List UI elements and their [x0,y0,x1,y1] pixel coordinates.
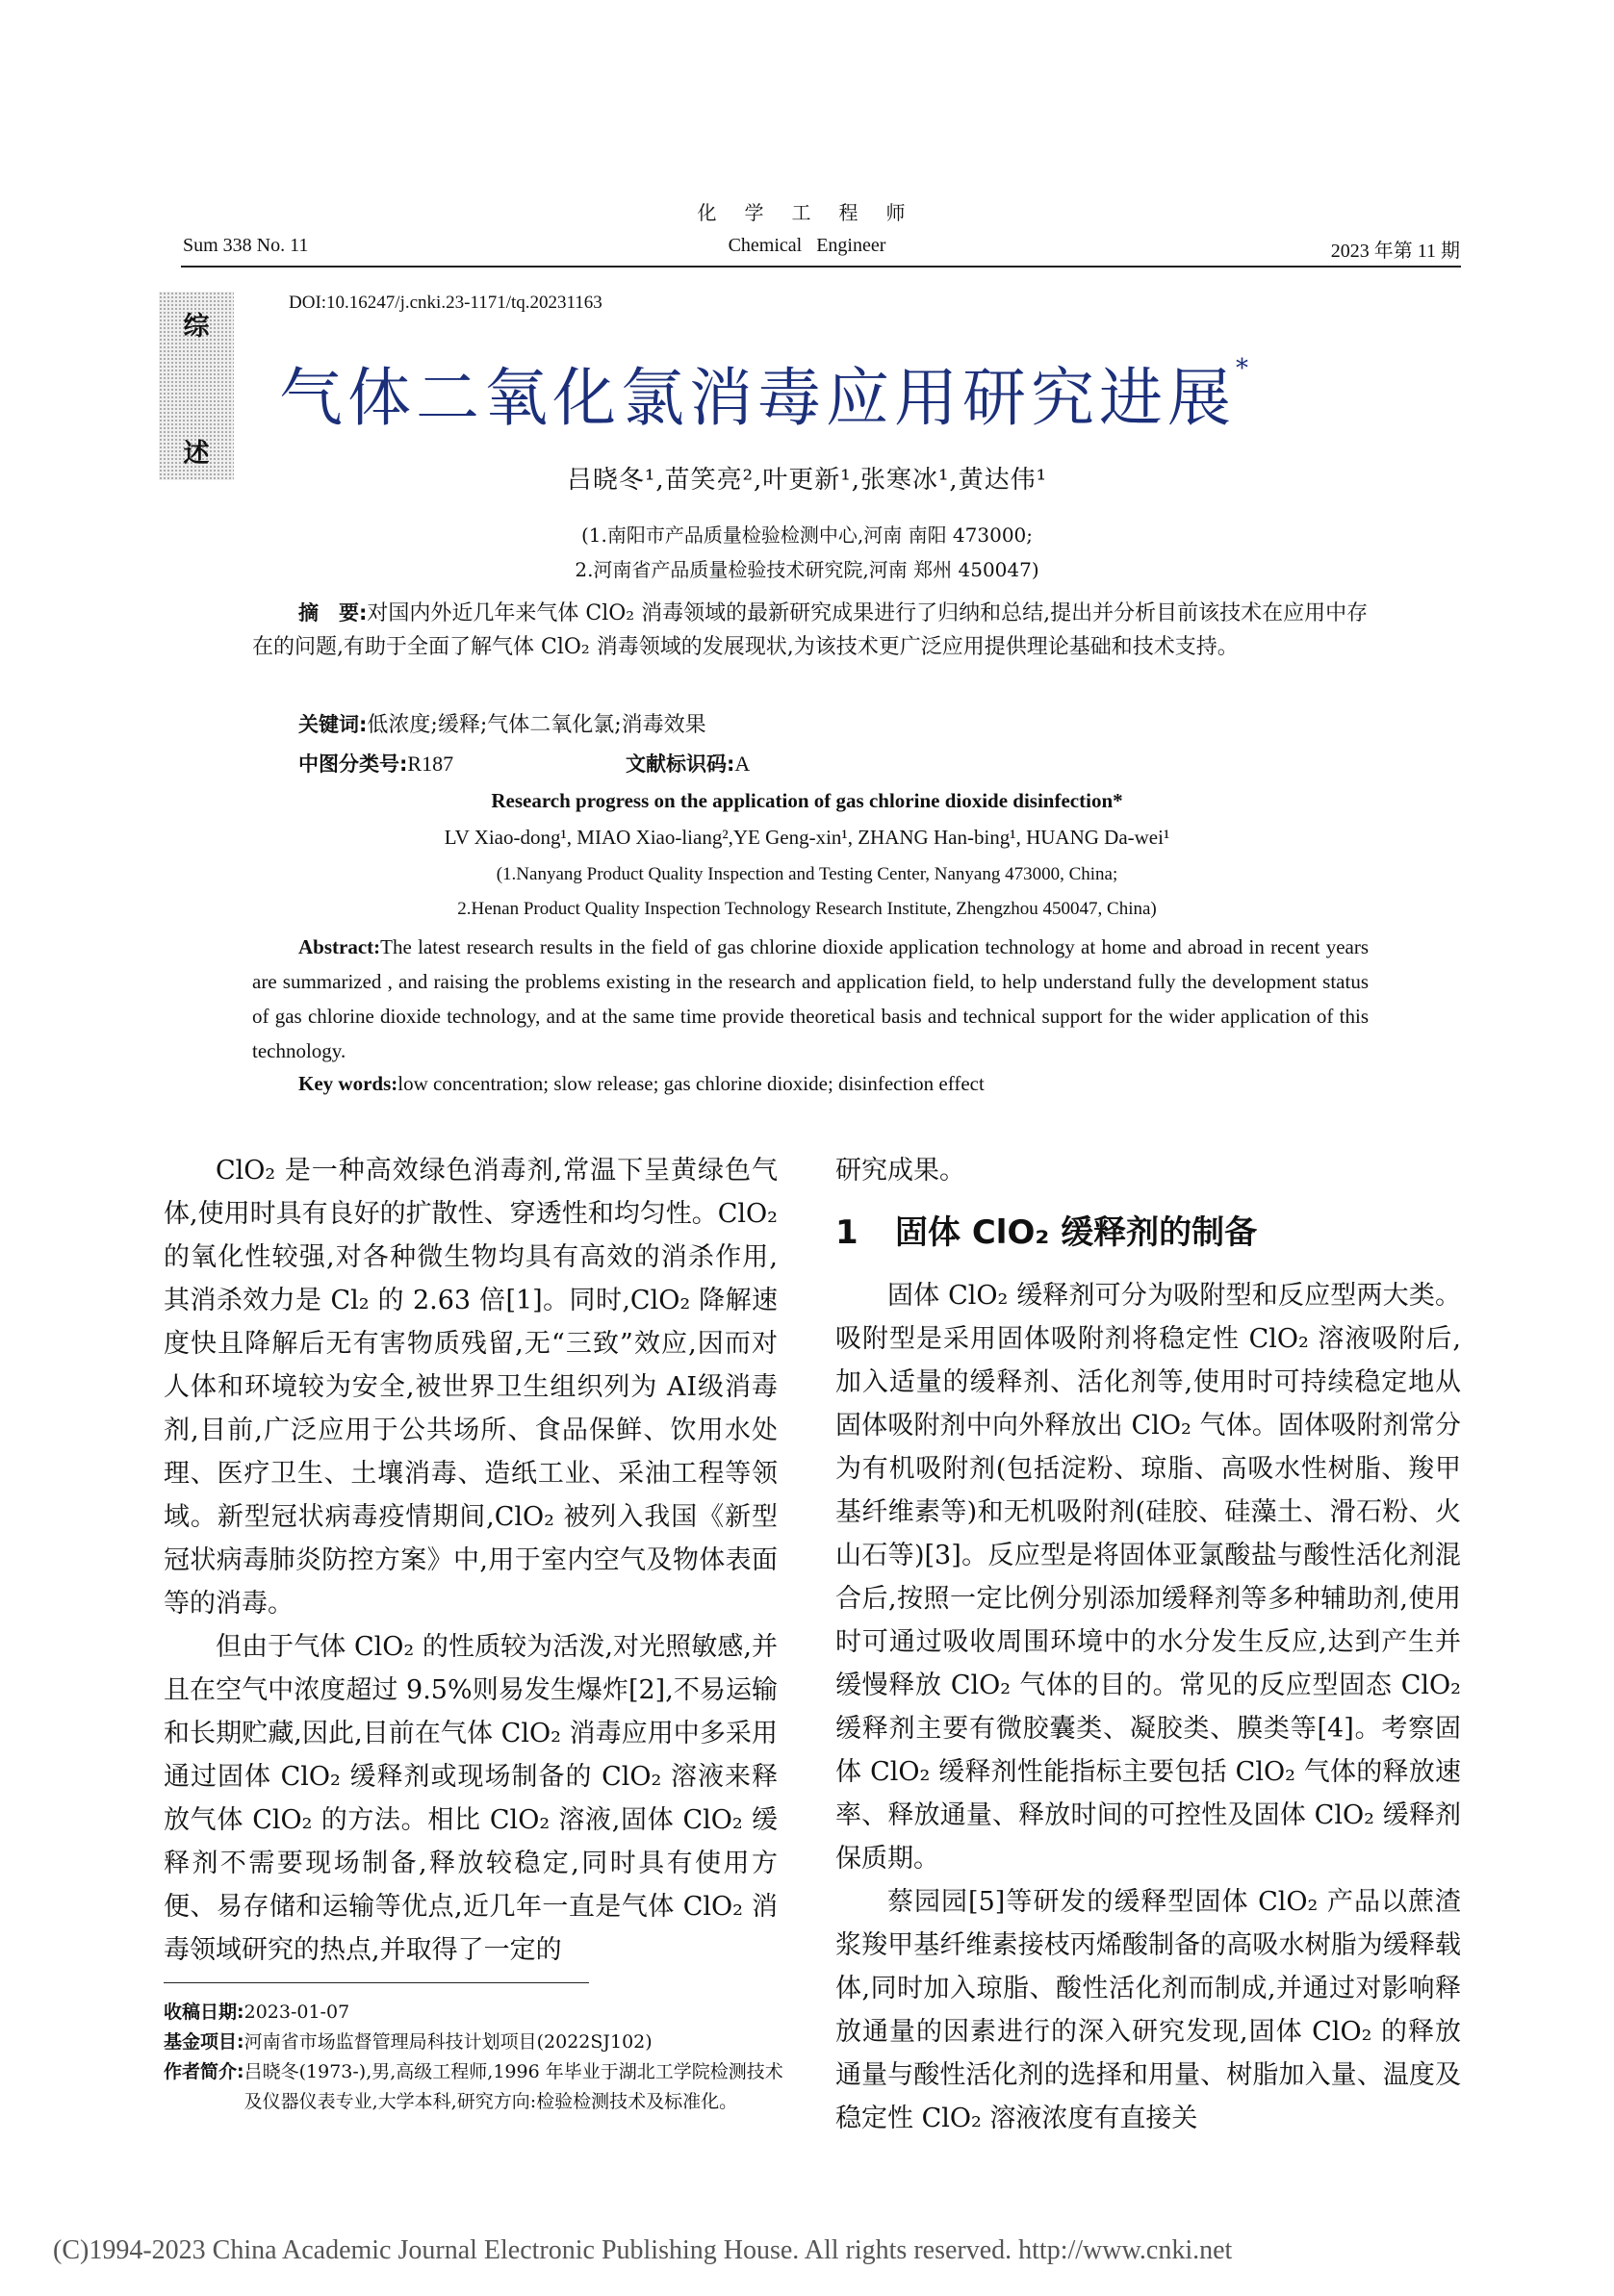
keywords-en [298,1072,985,1096]
affiliation-2: 2.河南省产品质量检验技术研究院,河南 郑州 450047) [575,558,1039,581]
footnote-funding [164,2028,794,2057]
footnote-text: 2023-01-07 [243,2002,350,2023]
footnotes [164,1998,794,2117]
classification-value: R187 [407,752,454,776]
journal-name-en: Chemical Engineer [728,235,886,256]
body-paragraph-continuation: 研究成果。 [835,1156,965,1186]
abstract-en-text: The latest research results in the field of gas chlorine dioxide application technology at home and abroad in recent years are summarized , and raising the problems existing in the research and application field, to help understand fully the development status of gas chlorine dioxide technology, and at the same time provide theoretical basis and technical support for the wider application of this technology. [252,935,1369,1062]
footnote-rule [164,1982,589,1983]
abstract-cn-label: 摘 要: [298,601,368,625]
column-tag-top: 综 [183,312,210,342]
footnote-label: 收稿日期: [164,2002,244,2023]
abstract-en-label: Abstract: [298,935,381,958]
article-title [279,346,1253,438]
copyright-line: (C)1994-2023 China Academic Journal Electronic Publishing House. All rights reserved. http://www.cnki.net [53,2235,1233,2265]
english-affiliation-1: (1.Nanyang Product Quality Inspection and Testing Center, Nanyang 473000, China; [496,864,1118,884]
english-affiliation-2: 2.Henan Product Quality Inspection Technology Research Institute, Zhengzhou 450047, China) [457,899,1157,919]
classification-number [298,749,453,778]
article-title-text: 气体二氧化氯消毒应用研究进展 [279,361,1236,435]
title-footnote-mark: * [1236,354,1253,383]
keywords-cn [298,708,706,738]
section-title: 固体 ClO₂ 缓释剂的制备 [895,1213,1258,1252]
abstract-cn-text: 对国内外近几年来气体 ClO₂ 消毒领域的最新研究成果进行了归纳和总结,提出并分析目前该技术在应用中存在的问题,有助于全面了解气体 ClO₂ 消毒领域的发展现状,为该技术更广泛应用提供理论基础和技术支持。 [252,601,1369,659]
footnote-text: 河南省市场监督管理局科技计划项目(2022SJ102) [243,2031,653,2053]
column-tag [159,292,234,480]
column-tag-bottom: 述 [183,439,210,469]
document-code [626,749,750,778]
keywords-en-text: low concentration; slow release; gas chlorine dioxide; disinfection effect [397,1072,985,1095]
body-left-column [164,1149,778,1972]
body-paragraph: ClO₂ 是一种高效绿色消毒剂,常温下呈黄绿色气体,使用时具有良好的扩散性、穿透性和均匀性。ClO₂ 的氧化性较强,对各种微生物均具有高效的消杀作用,其消杀效力是 Cl₂ 的 2.63 倍[1]。同时,ClO₂ 降解速度快且降解后无有害物质残留,无“三致”效应,因而对人体和环境较为安全,被世界卫生组织列为 AⅠ级消毒剂,目前,广泛应用于公共场所、食品保鲜、饮用水处理、医疗卫生、土壤消毒、造纸工业、采油工程等领域。新型冠状病毒疫情期间,ClO₂ 被列入我国《新型冠状病毒肺炎防控方案》中,用于室内空气及物体表面等的消毒。 [164,1156,778,1619]
document-code-value: A [734,752,751,776]
abstract-cn [252,597,1369,664]
body-paragraph: 但由于气体 ClO₂ 的性质较为活泼,对光照敏感,并且在空气中浓度超过 9.5%则易发生爆炸[2],不易运输和长期贮藏,因此,目前在气体 ClO₂ 消毒应用中多采用通过固体 ClO₂ 缓释剂或现场制备的 ClO₂ 溶液来释放气体 ClO₂ 的方法。相比 ClO₂ 溶液,固体 ClO₂ 缓释剂不需要现场制备,释放较稳定,同时具有使用方便、易存储和运输等优点,近几年一直是气体 ClO₂ 消毒领域研究的热点,并取得了一定的 [164,1632,778,1965]
keywords-cn-label: 关键词: [298,713,368,736]
affiliation-1: (1.南阳市产品质量检验检测中心,河南 南阳 473000; [580,523,1034,547]
keywords-en-label: Key words: [298,1072,398,1095]
header-rule [181,266,1461,268]
section-heading [835,1212,1461,1255]
footnote-label: 作者简介: [164,2061,244,2082]
english-title: Research progress on the application of gas chlorine dioxide disinfection* [491,789,1123,812]
doi: DOI:10.16247/j.cnki.23-1171/tq.20231163 [289,293,602,313]
footnote-author-bio [164,2057,794,2117]
authors: 吕晓冬¹,苗笑亮²,叶更新¹,张寒冰¹,黄达伟¹ [566,466,1048,495]
classification-label: 中图分类号: [298,753,408,776]
footnote-label: 基金项目: [164,2031,244,2053]
document-code-label: 文献标识码: [626,753,735,776]
footnote-text: 吕晓冬(1973-),男,高级工程师,1996 年毕业于湖北工学院检测技术及仪器仪表专业,大学本科,研究方向:检验检测技术及标准化。 [243,2061,783,2112]
journal-name-cn: 化 学 工 程 师 [697,203,917,224]
footnote-received [164,1998,794,2028]
body-right-column [835,1149,1461,2140]
body-paragraph: 固体 ClO₂ 缓释剂可分为吸附型和反应型两大类。吸附型是采用固体吸附剂将稳定性 ClO₂ 溶液吸附后,加入适量的缓释剂、活化剂等,使用时可持续稳定地从固体吸附剂中向外释放出 ClO₂ 气体。固体吸附剂常分为有机吸附剂(包括淀粉、琼脂、高吸水性树脂、羧甲基纤维素等)和无机吸附剂(硅胶、硅藻土、滑石粉、火山石等)[3]。反应型是将固体亚氯酸盐与酸性活化剂混合后,按照一定比例分别添加缓释剂等多种辅助剂,使用时可通过吸收周围环境中的水分发生反应,达到产生并缓慢释放 ClO₂ 气体的目的。常见的反应型固态 ClO₂ 缓释剂主要有微胶囊类、凝胶类、膜类等[4]。考察固体 ClO₂ 缓释剂性能指标主要包括 ClO₂ 气体的释放速率、释放通量、释放时间的可控性及固体 ClO₂ 缓释剂保质期。 [835,1281,1461,1874]
section-number: 1 [835,1213,858,1252]
issue-number: Sum 338 No. 11 [183,235,309,256]
issue-date: 2023 年第 11 期 [1330,241,1460,262]
body-paragraph: 蔡园园[5]等研发的缓释型固体 ClO₂ 产品以蔗渣浆羧甲基纤维素接枝丙烯酸制备的高吸水树脂为缓释载体,同时加入琼脂、酸性活化剂而制成,并通过对影响释放通量的因素进行的深入研究发现,固体 ClO₂ 的释放通量与酸性活化剂的选择和用量、树脂加入量、温度及稳定性 ClO₂ 溶液浓度有直接关 [835,1887,1461,2133]
english-authors: LV Xiao-dong¹, MIAO Xiao-liang²,YE Geng-xin¹, ZHANG Han-bing¹, HUANG Da-wei¹ [444,826,1170,849]
keywords-cn-text: 低浓度;缓释;气体二氧化氯;消毒效果 [367,713,706,737]
abstract-en [252,930,1369,1068]
